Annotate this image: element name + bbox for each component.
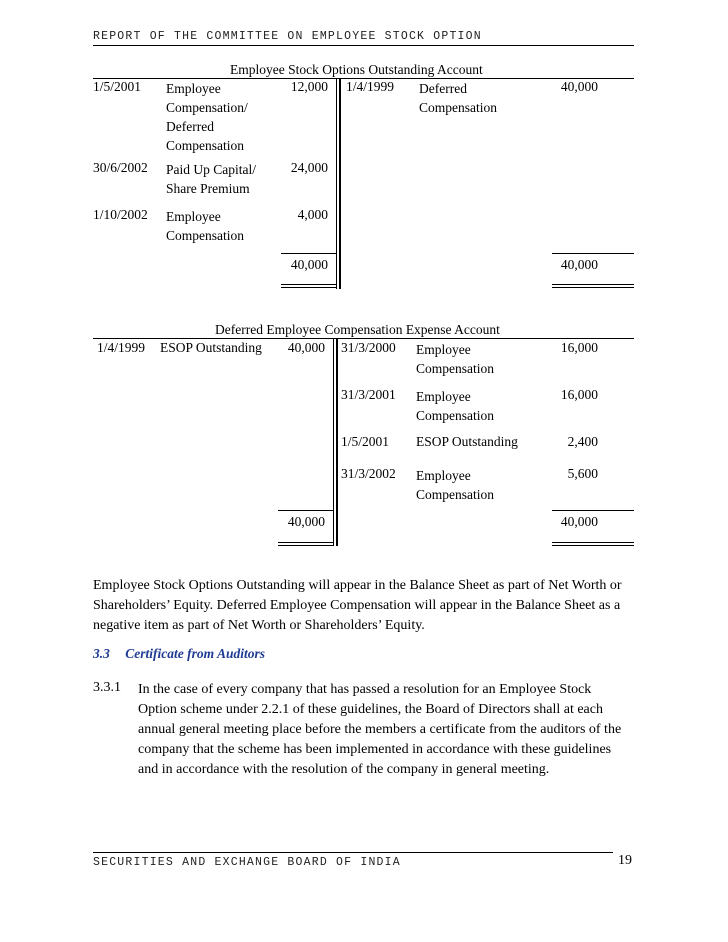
esop-debit-desc-2: Paid Up Capital/ Share Premium (166, 162, 256, 196)
esop-credit-amount-1: 40,000 (560, 79, 598, 94)
deferred-debit-total: 40,000 (287, 514, 325, 529)
esop-debit-total-rule-1 (281, 284, 336, 285)
esop-divider-a (336, 78, 337, 289)
deferred-divider-b (336, 338, 338, 546)
deferred-credit-amount-3: 2,400 (567, 434, 598, 449)
deferred-debit-desc-1: ESOP Outstanding (160, 340, 262, 355)
deferred-debit-total-rule-2 (278, 545, 333, 546)
deferred-debit-amount-1: 40,000 (287, 340, 325, 355)
balance-sheet-paragraph: Employee Stock Options Outstanding will appear in the Balance Sheet as part of Net Worth or Shareholders’ Equity. Deferred Employee Compensation will appear in the Balance Sheet as a negative item as part of Net Worth or Shareholders’ Equity. (93, 578, 622, 633)
deferred-credit-desc-3: ESOP Outstanding (416, 434, 518, 449)
deferred-credit-date-1: 31/3/2000 (341, 340, 396, 355)
footer-text: SECURITIES AND EXCHANGE BOARD OF INDIA (93, 856, 401, 869)
esop-debit-date-1: 1/5/2001 (93, 79, 142, 94)
esop-debit-amount-2: 24,000 (290, 160, 328, 175)
esop-divider-b (339, 78, 341, 289)
deferred-credit-desc-4: Employee Compensation (416, 468, 494, 502)
esop-debit-date-3: 1/10/2002 (93, 207, 148, 222)
footer-rule (93, 852, 613, 853)
section-title: Certificate from Auditors (125, 646, 266, 661)
deferred-divider-a (333, 338, 334, 546)
deferred-account-title: Deferred Employee Compensation Expense Account (215, 322, 500, 337)
esop-credit-date-1: 1/4/1999 (346, 79, 395, 94)
esop-debit-amount-1: 12,000 (290, 79, 328, 94)
esop-credit-total-rule-1 (552, 284, 634, 285)
esop-credit-total-top-rule (552, 253, 634, 254)
section-number: 3.3 (93, 646, 110, 661)
deferred-credit-date-2: 31/3/2001 (341, 387, 396, 402)
section-heading (93, 646, 265, 662)
deferred-top-rule (93, 338, 634, 339)
esop-debit-total-rule-2 (281, 287, 336, 288)
deferred-credit-amount-1: 16,000 (560, 340, 598, 355)
deferred-credit-total-rule-2 (552, 545, 634, 546)
deferred-credit-desc-2: Employee Compensation (416, 389, 494, 423)
esop-debit-desc-1: Employee Compensation/ Deferred Compensation (166, 81, 248, 153)
deferred-credit-total: 40,000 (560, 514, 598, 529)
esop-debit-desc-3: Employee Compensation (166, 209, 244, 243)
esop-debit-total: 40,000 (290, 257, 328, 272)
deferred-credit-desc-1: Employee Compensation (416, 342, 494, 376)
esop-credit-total: 40,000 (560, 257, 598, 272)
deferred-credit-date-3: 1/5/2001 (341, 434, 390, 449)
deferred-credit-date-4: 31/3/2002 (341, 466, 396, 481)
esop-credit-total-rule-2 (552, 287, 634, 288)
deferred-credit-total-top-rule (552, 510, 634, 511)
esop-debit-amount-3: 4,000 (297, 207, 328, 222)
deferred-debit-date-1: 1/4/1999 (97, 340, 146, 355)
deferred-credit-amount-4: 5,600 (567, 466, 598, 481)
deferred-credit-amount-2: 16,000 (560, 387, 598, 402)
esop-debit-total-top-rule (281, 253, 336, 254)
deferred-debit-total-top-rule (278, 510, 333, 511)
esop-account-title: Employee Stock Options Outstanding Account (230, 62, 483, 77)
header-rule (93, 45, 634, 46)
deferred-debit-total-rule-1 (278, 542, 333, 543)
page-number: 19 (618, 853, 632, 868)
clause-text: In the case of every company that has passed a resolution for an Employee Stock Option scheme under 2.2.1 of these guidelines, the Board of Directors shall at each annual general meeting place before the members a certificate from the auditors of the company that the scheme has been implemented in accordance with these guidelines and in accordance with the resolution of the company in general meeting. (138, 682, 622, 777)
esop-debit-date-2: 30/6/2002 (93, 160, 148, 175)
deferred-credit-total-rule-1 (552, 542, 634, 543)
clause-number: 3.3.1 (93, 680, 121, 695)
running-header: REPORT OF THE COMMITTEE ON EMPLOYEE STOCK OPTION (93, 30, 482, 43)
esop-credit-desc-1: Deferred Compensation (419, 81, 497, 115)
